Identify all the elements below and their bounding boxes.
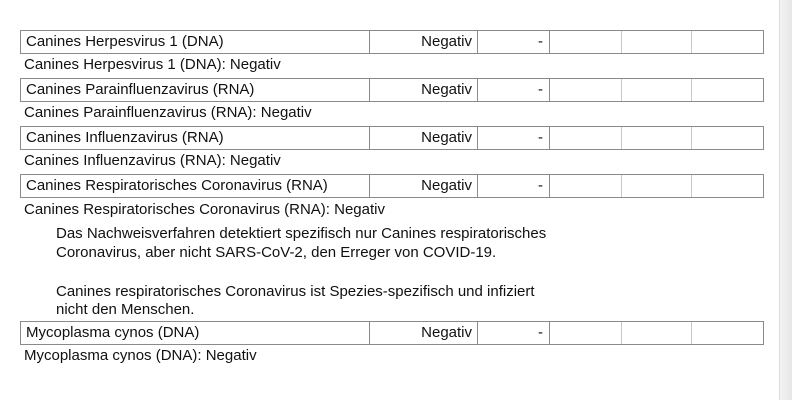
result-row [20,126,764,150]
result-row [20,78,764,102]
test-name: Mycoplasma cynos (DNA) [21,322,370,344]
note-line: Coronavirus, aber nicht SARS-CoV-2, den Erreger von COVID-19. [56,244,497,261]
result-summary: Canines Respiratorisches Coronavirus (RNA): Negativ [24,201,385,218]
empty-cell [622,31,692,53]
empty-cell [692,79,763,101]
test-name: Canines Influenzavirus (RNA) [21,127,370,149]
test-value: - [478,127,550,149]
test-value: - [478,79,550,101]
result-row [20,321,764,345]
test-result: Negativ [370,175,478,197]
empty-cell [622,127,692,149]
result-summary: Canines Herpesvirus 1 (DNA): Negativ [24,56,281,73]
empty-cell [622,79,692,101]
empty-cell [622,322,692,344]
result-row [20,174,764,198]
test-value: - [478,322,550,344]
empty-cell [692,31,763,53]
result-summary: Canines Influenzavirus (RNA): Negativ [24,152,281,169]
empty-cell [692,175,763,197]
test-name: Canines Respiratorisches Coronavirus (RNA) [21,175,370,197]
result-row [20,30,764,54]
test-result: Negativ [370,127,478,149]
test-result: Negativ [370,31,478,53]
test-value: - [478,31,550,53]
empty-cell [550,175,622,197]
note-line: Das Nachweisverfahren detektiert spezifisch nur Canines respiratorisches [56,225,547,242]
test-name: Canines Parainfluenzavirus (RNA) [21,79,370,101]
empty-cell [692,127,763,149]
empty-cell [550,322,622,344]
note-line: Canines respiratorisches Coronavirus ist Spezies-spezifisch und infiziert [56,283,535,300]
test-result: Negativ [370,322,478,344]
empty-cell [622,175,692,197]
test-value: - [478,175,550,197]
empty-cell [692,322,763,344]
empty-cell [550,79,622,101]
result-summary: Mycoplasma cynos (DNA): Negativ [24,347,257,364]
test-name: Canines Herpesvirus 1 (DNA) [21,31,370,53]
empty-cell [550,31,622,53]
result-summary: Canines Parainfluenzavirus (RNA): Negativ [24,104,312,121]
window-edge [779,0,792,400]
test-result: Negativ [370,79,478,101]
empty-cell [550,127,622,149]
note-line: nicht den Menschen. [56,301,195,318]
